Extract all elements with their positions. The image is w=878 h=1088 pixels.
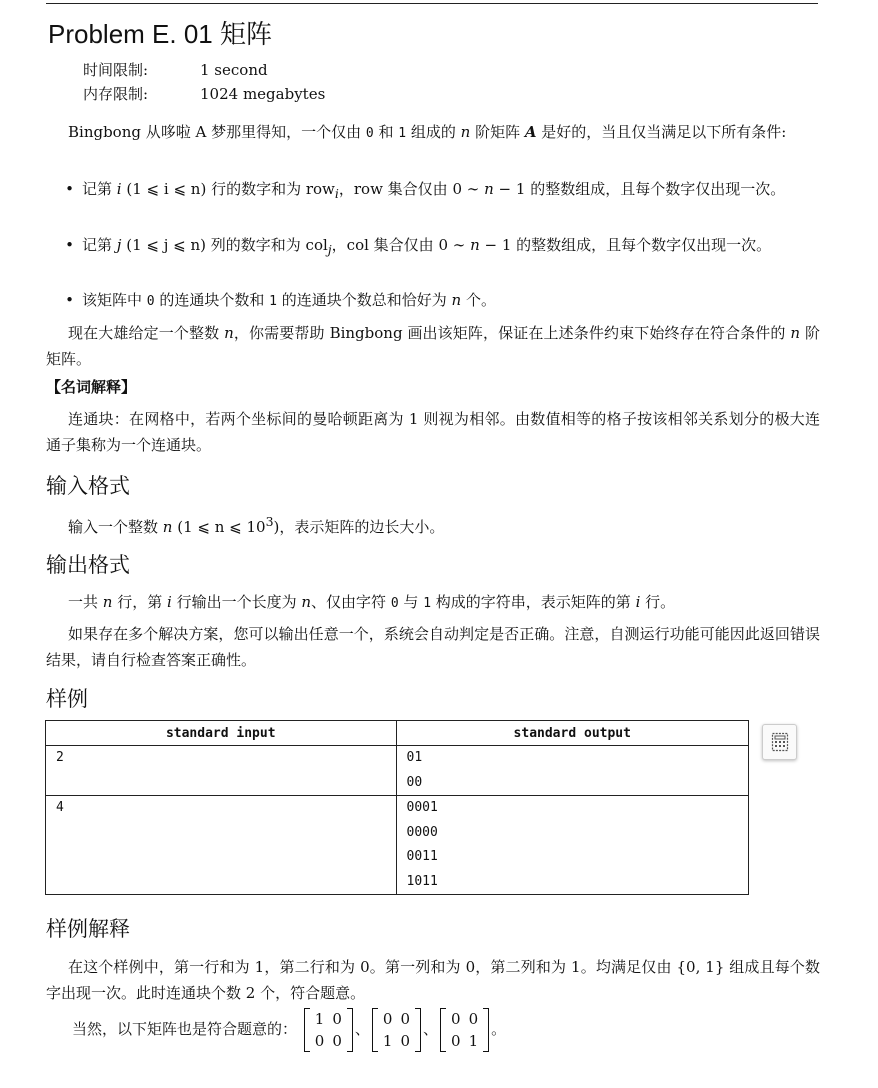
explanation-heading: 样例解释 <box>46 918 130 941</box>
output-format-line2: 如果存在多个解决方案，您可以输出任意一个，系统会自动判定是否正确。注意，自测运行功能可能因此返回错误结果，请自行检查答案正确性。 <box>46 625 820 669</box>
sample-input-cell[interactable]: 2 <box>46 746 397 796</box>
samples-table <box>45 720 749 895</box>
time-limit-value: 1 second <box>200 61 268 79</box>
matrix: 0 0 0 1 <box>440 1008 489 1052</box>
sample-input-cell[interactable]: 4 <box>46 796 397 895</box>
memory-limit-label: 内存限制: <box>83 85 149 103</box>
time-limit-label: 时间限制: <box>83 61 149 79</box>
statement-intro: Bingbong 从哆啦 A 梦那里得知，一个仅由 0 和 1 组成的 n 阶矩阵 A 是好的，当且仅当满足以下所有条件: <box>68 123 787 141</box>
sample-output-cell[interactable]: 01 00 <box>396 746 749 796</box>
bullet-icon: • <box>65 236 74 254</box>
task-paragraph: 现在大雄给定一个整数 n，你需要帮助 Bingbong 画出该矩阵，保证在上述条件约束下始终存在符合条件的 n 阶矩阵。 <box>46 324 820 368</box>
output-format-heading: 输出格式 <box>46 554 130 577</box>
output-format-line1: 一共 n 行，第 i 行输出一个长度为 n、仅由字符 0 与 1 构成的字符串，表示矩阵的第 i 行。 <box>68 593 676 611</box>
col-header-input: standard input <box>46 721 397 746</box>
matrix: 0 0 1 0 <box>372 1008 421 1052</box>
table-row <box>46 796 749 895</box>
input-format-text: 输入一个整数 n (1 ⩽ n ⩽ $10^3$)，表示矩阵的边长大小。 <box>68 514 445 536</box>
col-header-output: standard output <box>396 721 749 746</box>
table-row <box>46 746 749 796</box>
input-format-heading: 输入格式 <box>46 475 130 498</box>
memory-limit-value: 1024 megabytes <box>200 85 326 103</box>
bullet-icon: • <box>65 291 74 309</box>
problem-title: Problem E. 01 矩阵 <box>48 19 272 49</box>
calculator-icon <box>770 732 790 752</box>
explanation-text: 在这个样例中，第一行和为 1，第二行和为 0。第一列和为 0，第二列和为 1。均满足仅由 {0, 1} 组成且每个数字出现一次。此时连通块个数 2 个，符合题意。 <box>46 958 820 1002</box>
top-rule <box>46 3 818 4</box>
copy-sample-button[interactable] <box>762 724 797 760</box>
glossary-title: 【名词解释】 <box>46 378 137 396</box>
bullet-icon: • <box>65 180 74 198</box>
matrix: 1 0 0 0 <box>304 1008 353 1052</box>
condition-col: • 记第 j (1 ⩽ j ⩽ n) 列的数字和为 col$_j$，col 集合仅由 0 ∼ n − 1 的整数组成，且每个数字仅出现一次。 <box>46 232 820 263</box>
sample-output-cell[interactable]: 0001 0000 0011 1011 <box>396 796 749 895</box>
alternative-matrices: 当然，以下矩阵也是符合题意的： 1 0 0 0 、 0 0 1 0 、 0 0 0 1 。 <box>72 1010 507 1050</box>
samples-heading: 样例 <box>46 688 88 711</box>
condition-blocks: • 该矩阵中 0 的连通块个数和 1 的连通块个数总和恰好为 n 个。 <box>46 287 820 315</box>
condition-row: • 记第 i (1 ⩽ i ⩽ n) 行的数字和为 row$_i$，row 集合仅由 0 ∼ n − 1 的整数组成，且每个数字仅出现一次。 <box>46 176 820 207</box>
glossary-text: 连通块：在网格中，若两个坐标间的曼哈顿距离为 1 则视为相邻。由数值相等的格子按该相邻关系划分的极大连通子集称为一个连通块。 <box>46 410 820 454</box>
limits-block <box>83 58 325 106</box>
